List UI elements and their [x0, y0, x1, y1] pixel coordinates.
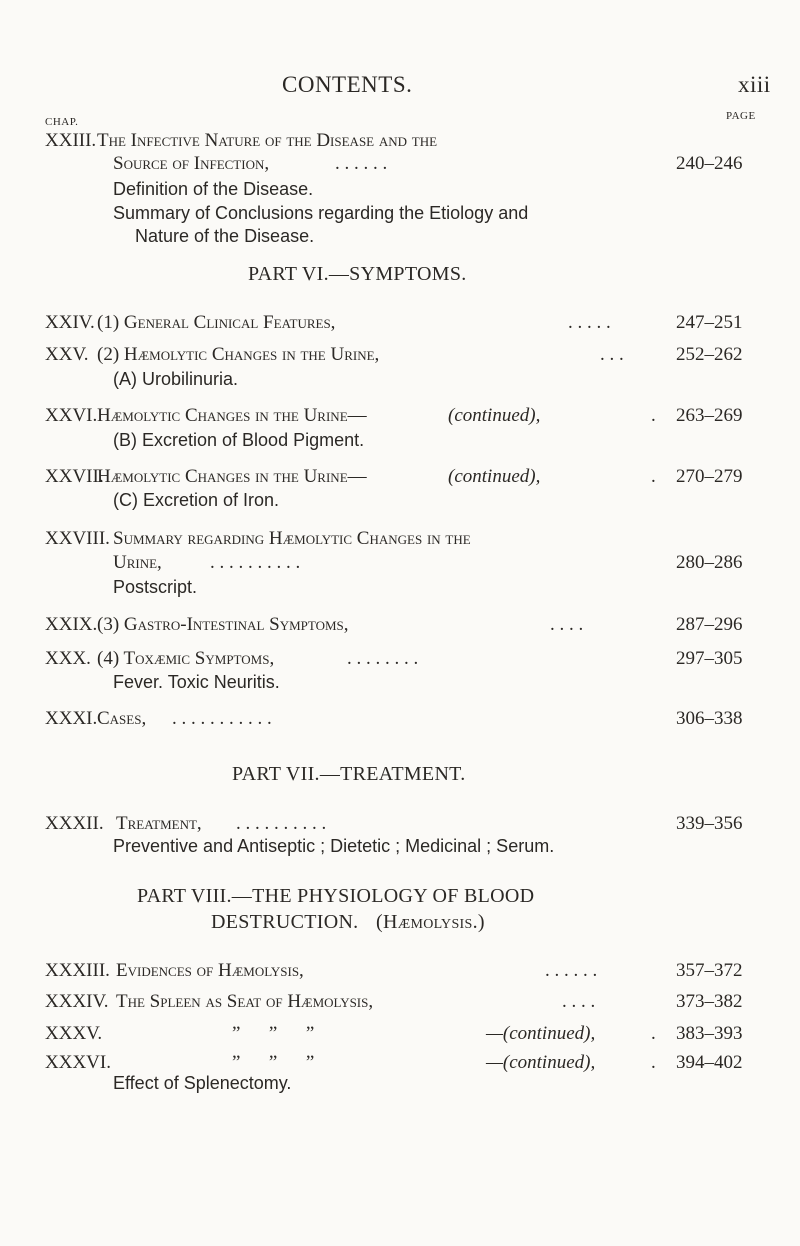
subentry: (A) Urobilinuria.	[113, 369, 239, 389]
page-range: 394–402	[676, 1052, 743, 1073]
subentry: Preventive and Antiseptic ; Dietetic ; Medicinal ; Serum.	[113, 836, 555, 856]
page-range: 339–356	[676, 813, 743, 834]
chapter-number: XXXI.	[45, 708, 98, 729]
subentry: Effect of Splenectomy.	[113, 1073, 292, 1093]
page-number: xiii	[738, 72, 771, 97]
chapter-number: XXXVI.	[45, 1052, 111, 1073]
leader-dots: . . . . . . . . . .	[236, 813, 327, 834]
chapter-number: XXXII.	[45, 813, 104, 834]
continued-label: (continued),	[448, 466, 541, 487]
page-range: 270–279	[676, 466, 743, 487]
ditto-marks: ” ” ”	[232, 1052, 315, 1073]
page-range: 280–286	[676, 552, 743, 573]
page-range: 383–393	[676, 1023, 743, 1044]
continued-label: —(continued),	[486, 1052, 596, 1073]
chapter-title: (4) Toxæmic Symptoms,	[97, 648, 275, 669]
subentry: Postscript.	[113, 577, 198, 597]
chapter-number: XXVII.	[45, 466, 104, 487]
chapter-title: Treatment,	[116, 813, 202, 834]
leader-dots: . . . .	[562, 991, 596, 1012]
subentry: Definition of the Disease.	[113, 179, 314, 199]
chapter-title: Evidences of Hæmolysis,	[116, 960, 304, 981]
leader-dots: . . . . . . . . . .	[210, 552, 301, 573]
page-range: 252–262	[676, 344, 743, 365]
chapter-title-cont: Source of Infection,	[113, 153, 270, 174]
subentry: Summary of Conclusions regarding the Etiology and	[113, 203, 529, 223]
chapter-number: XXVI.	[45, 405, 98, 426]
part-viii-heading-hemolysis: (Hæmolysis.)	[376, 911, 485, 933]
leader-dots: .	[651, 405, 656, 426]
chapter-number: XXVIII.	[45, 528, 110, 549]
chap-column-label: CHAP.	[45, 116, 79, 128]
part-viii-heading: PART VIII.—THE PHYSIOLOGY OF BLOOD	[137, 885, 535, 907]
chapter-number: XXV.	[45, 344, 89, 365]
page-range: 287–296	[676, 614, 743, 635]
part-vii-heading: PART VII.—TREATMENT.	[232, 763, 466, 785]
chapter-title: Hæmolytic Changes in the Urine—	[97, 405, 367, 426]
chapter-title: The Spleen as Seat of Hæmolysis,	[116, 991, 374, 1012]
chapter-title: (3) Gastro-Intestinal Symptoms,	[97, 614, 349, 635]
chapter-title: Cases,	[97, 708, 147, 729]
continued-label: (continued),	[448, 405, 541, 426]
part-viii-heading-line2: DESTRUCTION.	[211, 911, 359, 933]
page-range: 306–338	[676, 708, 743, 729]
leader-dots: . . . . . .	[545, 960, 598, 981]
subentry: (C) Excretion of Iron.	[113, 490, 280, 510]
chapter-number: XXIX.	[45, 614, 98, 635]
continued-label: —(continued),	[486, 1023, 596, 1044]
page-range: 373–382	[676, 991, 743, 1012]
chapter-title-cont: Urine,	[113, 552, 162, 573]
chapter-title: Hæmolytic Changes in the Urine—	[97, 466, 367, 487]
leader-dots: . . . . . .	[335, 153, 388, 174]
chapter-number: XXXIV.	[45, 991, 109, 1012]
chapter-number: XXIV.	[45, 312, 95, 333]
leader-dots: . . . .	[550, 614, 584, 635]
subentry: (B) Excretion of Blood Pigment.	[113, 430, 365, 450]
subentry: Nature of the Disease.	[135, 226, 315, 246]
ditto-marks: ” ” ”	[232, 1023, 315, 1044]
leader-dots: . . .	[600, 344, 624, 365]
running-title: CONTENTS.	[282, 72, 413, 97]
leader-dots: .	[651, 1052, 656, 1073]
chapter-title: (1) General Clinical Features,	[97, 312, 336, 333]
chapter-number: XXXIII.	[45, 960, 110, 981]
page-column-label: PAGE	[726, 110, 756, 122]
leader-dots: .	[651, 1023, 656, 1044]
chapter-title: Summary regarding Hæmolytic Changes in the	[113, 528, 471, 549]
leader-dots: . . . . . . . . . . .	[172, 708, 272, 729]
chapter-title: (2) Hæmolytic Changes in the Urine,	[97, 344, 380, 365]
chapter-number: XXXV.	[45, 1023, 103, 1044]
chapter-title: The Infective Nature of the Disease and the	[97, 130, 438, 151]
chapter-number: XXX.	[45, 648, 91, 669]
chapter-number: XXIII.	[45, 130, 97, 151]
page-range: 247–251	[676, 312, 743, 333]
page-range: 297–305	[676, 648, 743, 669]
part-vi-heading: PART VI.—SYMPTOMS.	[248, 263, 467, 285]
leader-dots: . . . . . . . .	[347, 648, 419, 669]
leader-dots: .	[651, 466, 656, 487]
subentry: Fever. Toxic Neuritis.	[113, 672, 280, 692]
leader-dots: . . . . .	[568, 312, 611, 333]
page-range: 357–372	[676, 960, 743, 981]
page-range: 240–246	[676, 153, 743, 174]
page-range: 263–269	[676, 405, 743, 426]
